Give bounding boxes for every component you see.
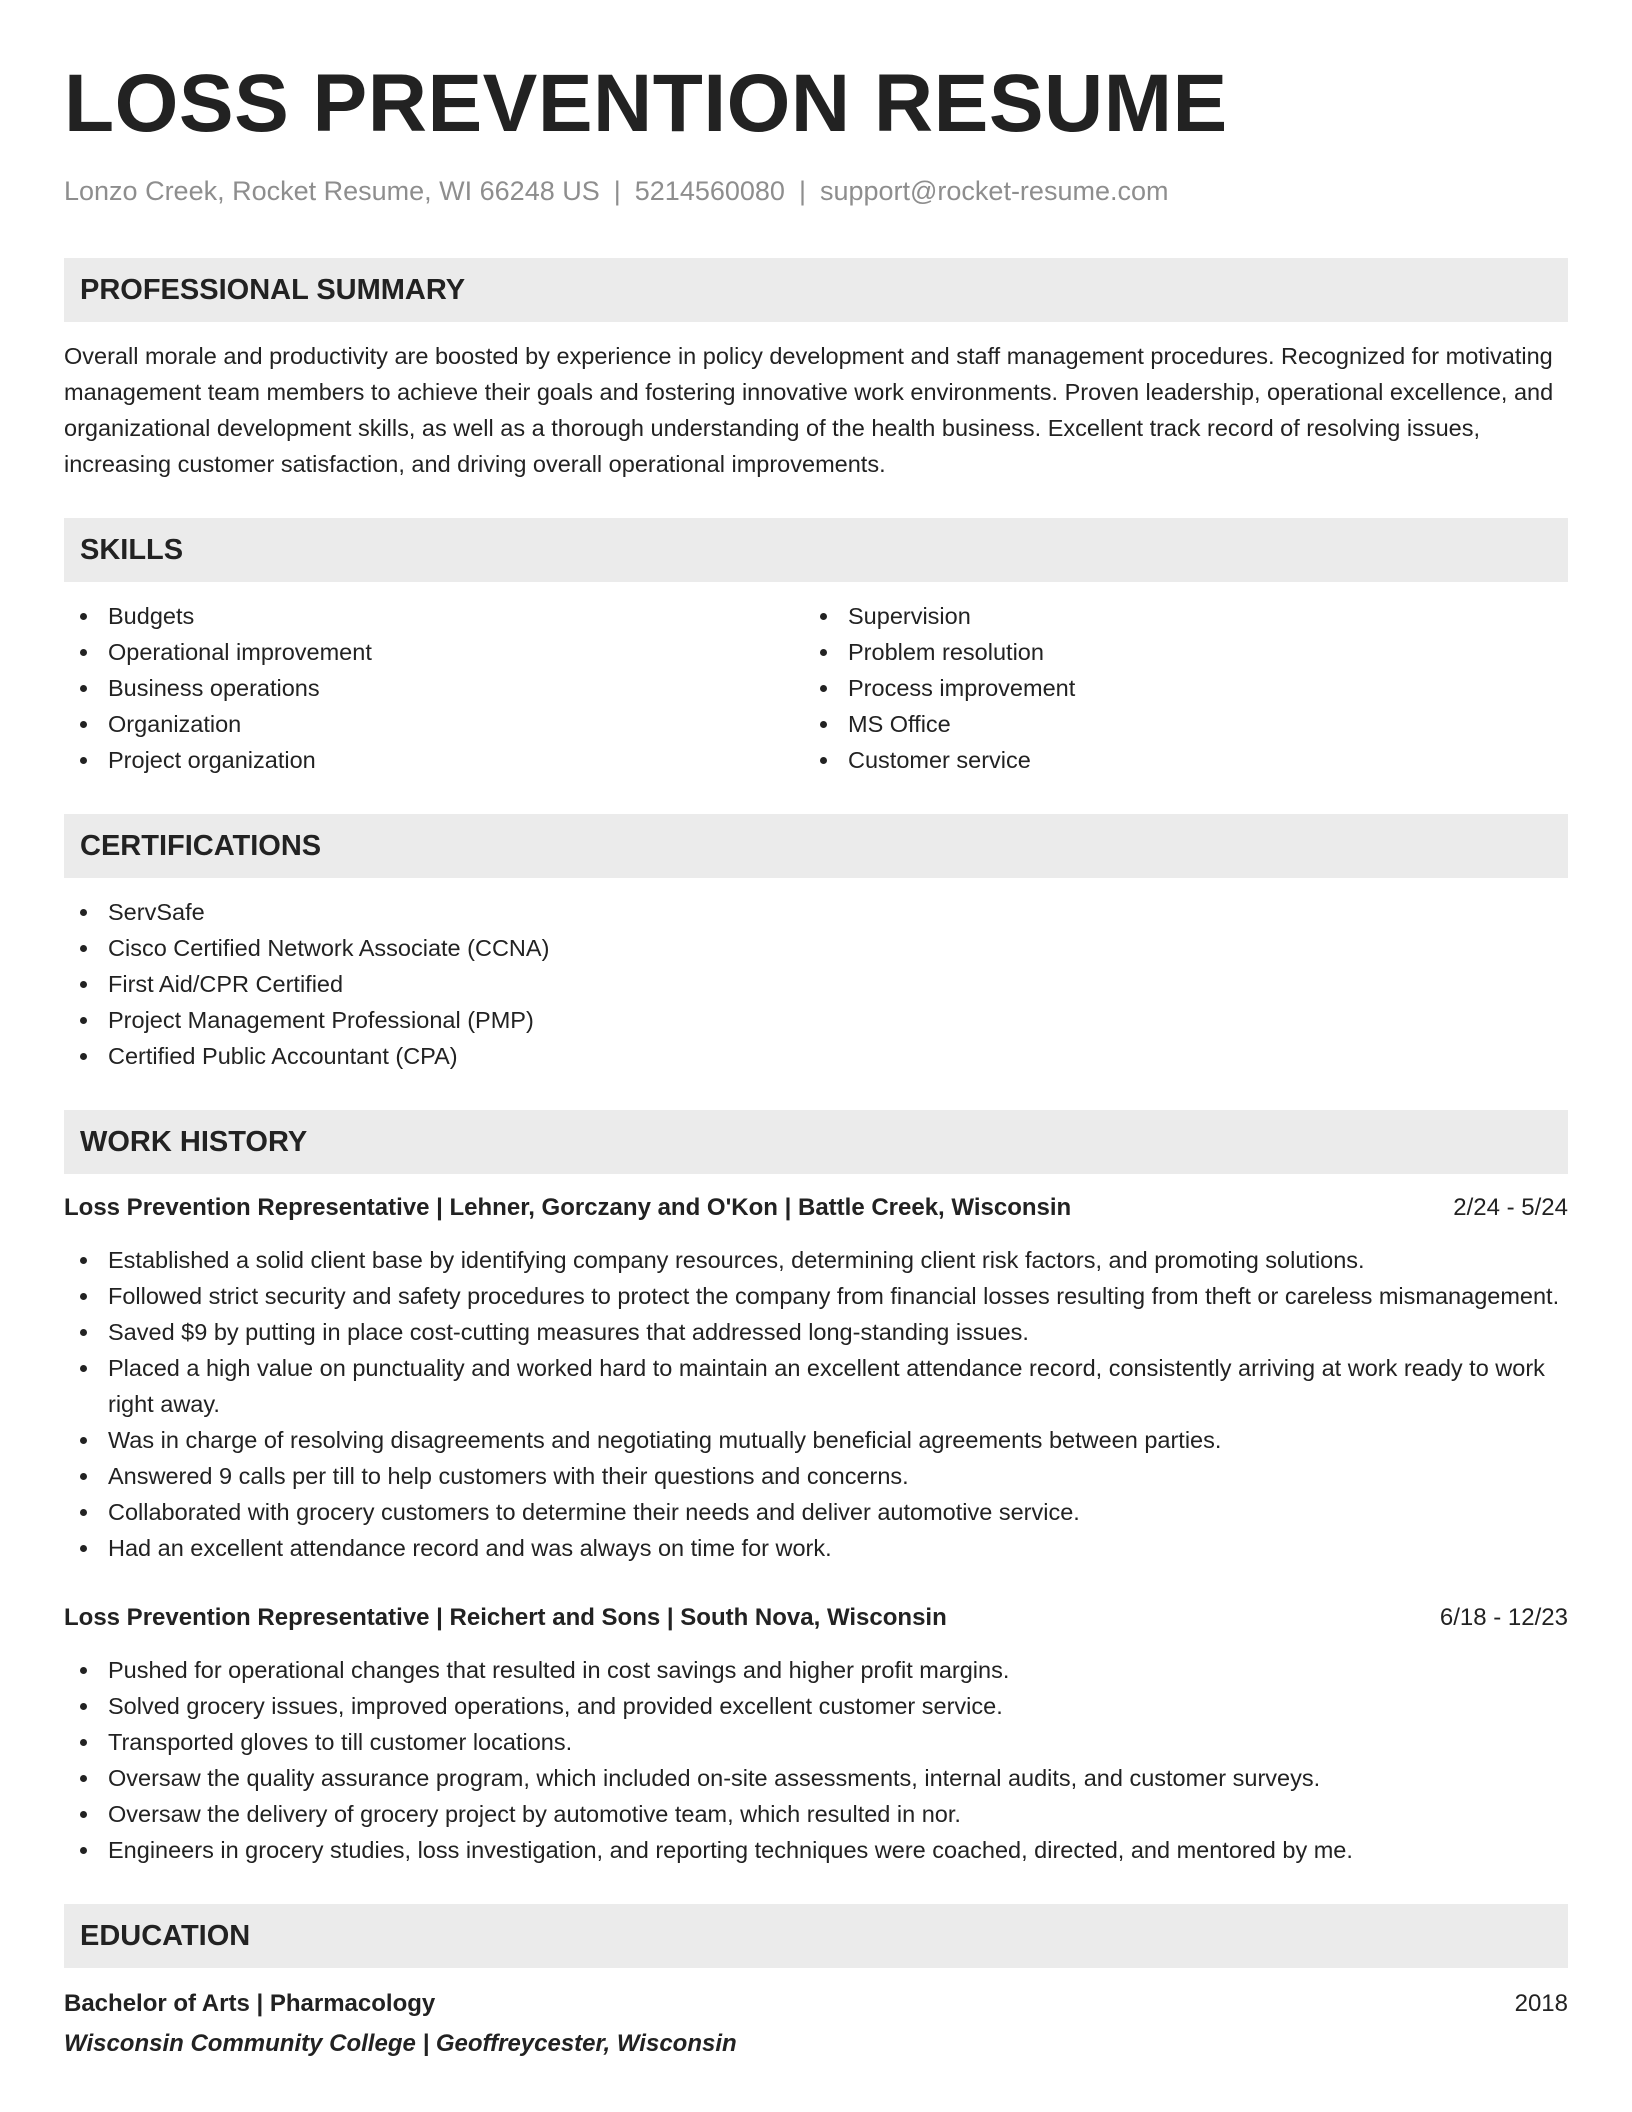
education-degree: Bachelor of Arts | Pharmacology: [64, 1990, 436, 2017]
certification-item: First Aid/CPR Certified: [64, 966, 1568, 1002]
job-bullet: Solved grocery issues, improved operations, and provided excellent customer service.: [64, 1688, 1568, 1724]
job-bullet: Followed strict security and safety procedures to protect the company from financial losses resulting from theft or careless mismanagement.: [64, 1278, 1568, 1314]
job-entry: [64, 1600, 1568, 1868]
education-school: Wisconsin Community College | Geoffreycester, Wisconsin: [64, 2030, 737, 2057]
job-bullets: [64, 1652, 1568, 1868]
job-bullet: Oversaw the delivery of grocery project by automotive team, which resulted in nor.: [64, 1796, 1568, 1832]
skill-item: Customer service: [804, 742, 1544, 778]
contact-address: Lonzo Creek, Rocket Resume, WI 66248 US: [64, 176, 600, 206]
contact-line: [64, 174, 1568, 208]
skill-item: MS Office: [804, 706, 1544, 742]
skills-column-left: [64, 598, 804, 778]
job-dates: 2/24 - 5/24: [1453, 1194, 1568, 1221]
skills-column-right: [804, 598, 1544, 778]
skill-item: Project organization: [64, 742, 804, 778]
job-title: Loss Prevention Representative | Lehner, Gorczany and O'Kon | Battle Creek, Wisconsin: [64, 1194, 1072, 1221]
skill-item: Business operations: [64, 670, 804, 706]
job-header: [64, 1190, 1568, 1226]
job-bullet: Had an excellent attendance record and was always on time for work.: [64, 1530, 1568, 1566]
contact-separator: |: [613, 176, 621, 206]
job-title: Loss Prevention Representative | Reichert and Sons | South Nova, Wisconsin: [64, 1604, 947, 1631]
section-heading-certifications: CERTIFICATIONS: [64, 814, 1568, 878]
certification-item: Cisco Certified Network Associate (CCNA): [64, 930, 1568, 966]
summary-text: Overall morale and productivity are boosted by experience in policy development and staff management procedures. Recognized for motivating management team members to achieve their goals and fostering innovative work environments. Proven leadership, operational excellence, and organizational development skills, as well as a thorough understanding of the health business. Excellent track record of resolving issues, increasing customer satisfaction, and driving overall operational improvements.: [64, 343, 1554, 477]
job-bullet: Saved $9 by putting in place cost-cutting measures that addressed long-standing issues.: [64, 1314, 1568, 1350]
job-entry: [64, 1190, 1568, 1566]
contact-separator: |: [798, 176, 806, 206]
job-bullet: Collaborated with grocery customers to determine their needs and deliver automotive service.: [64, 1494, 1568, 1530]
job-bullets: [64, 1242, 1568, 1566]
skill-item: Problem resolution: [804, 634, 1544, 670]
certifications-list: [64, 894, 1568, 1074]
job-bullet: Pushed for operational changes that resulted in cost savings and higher profit margins.: [64, 1652, 1568, 1688]
skills-list: [64, 598, 1568, 778]
job-bullet: Placed a high value on punctuality and worked hard to maintain an excellent attendance record, consistently arriving at work ready to work right away.: [64, 1350, 1568, 1422]
job-dates: 6/18 - 12/23: [1439, 1604, 1568, 1631]
skill-item: Operational improvement: [64, 634, 804, 670]
job-header: [64, 1600, 1568, 1636]
contact-phone: 5214560080: [634, 176, 785, 206]
job-bullet: Established a solid client base by identifying company resources, determining client risk factors, and promoting solutions.: [64, 1242, 1568, 1278]
skill-item: Process improvement: [804, 670, 1544, 706]
certification-item: Certified Public Accountant (CPA): [64, 1038, 1568, 1074]
education-year: 2018: [1514, 1990, 1568, 2017]
job-bullet: Transported gloves to till customer locations.: [64, 1724, 1568, 1760]
skill-item: Supervision: [804, 598, 1544, 634]
skill-item: Organization: [64, 706, 804, 742]
job-bullet: Oversaw the quality assurance program, which included on-site assessments, internal audits, and customer surveys.: [64, 1760, 1568, 1796]
certification-item: ServSafe: [64, 894, 1568, 930]
certification-item: Project Management Professional (PMP): [64, 1002, 1568, 1038]
section-heading-education: EDUCATION: [64, 1904, 1568, 1968]
job-bullet: Answered 9 calls per till to help customers with their questions and concerns.: [64, 1458, 1568, 1494]
section-heading-summary: PROFESSIONAL SUMMARY: [64, 258, 1568, 322]
job-bullet: Engineers in grocery studies, loss investigation, and reporting techniques were coached, directed, and mentored by me.: [64, 1832, 1568, 1868]
contact-email: support@rocket-resume.com: [819, 176, 1169, 206]
skill-item: Budgets: [64, 598, 804, 634]
job-bullet: Was in charge of resolving disagreements and negotiating mutually beneficial agreements between parties.: [64, 1422, 1568, 1458]
section-heading-work-history: WORK HISTORY: [64, 1110, 1568, 1174]
section-heading-skills: SKILLS: [64, 518, 1568, 582]
education-entry: [64, 1984, 1568, 2024]
resume-title: LOSS PREVENTION RESUME: [64, 58, 1228, 149]
